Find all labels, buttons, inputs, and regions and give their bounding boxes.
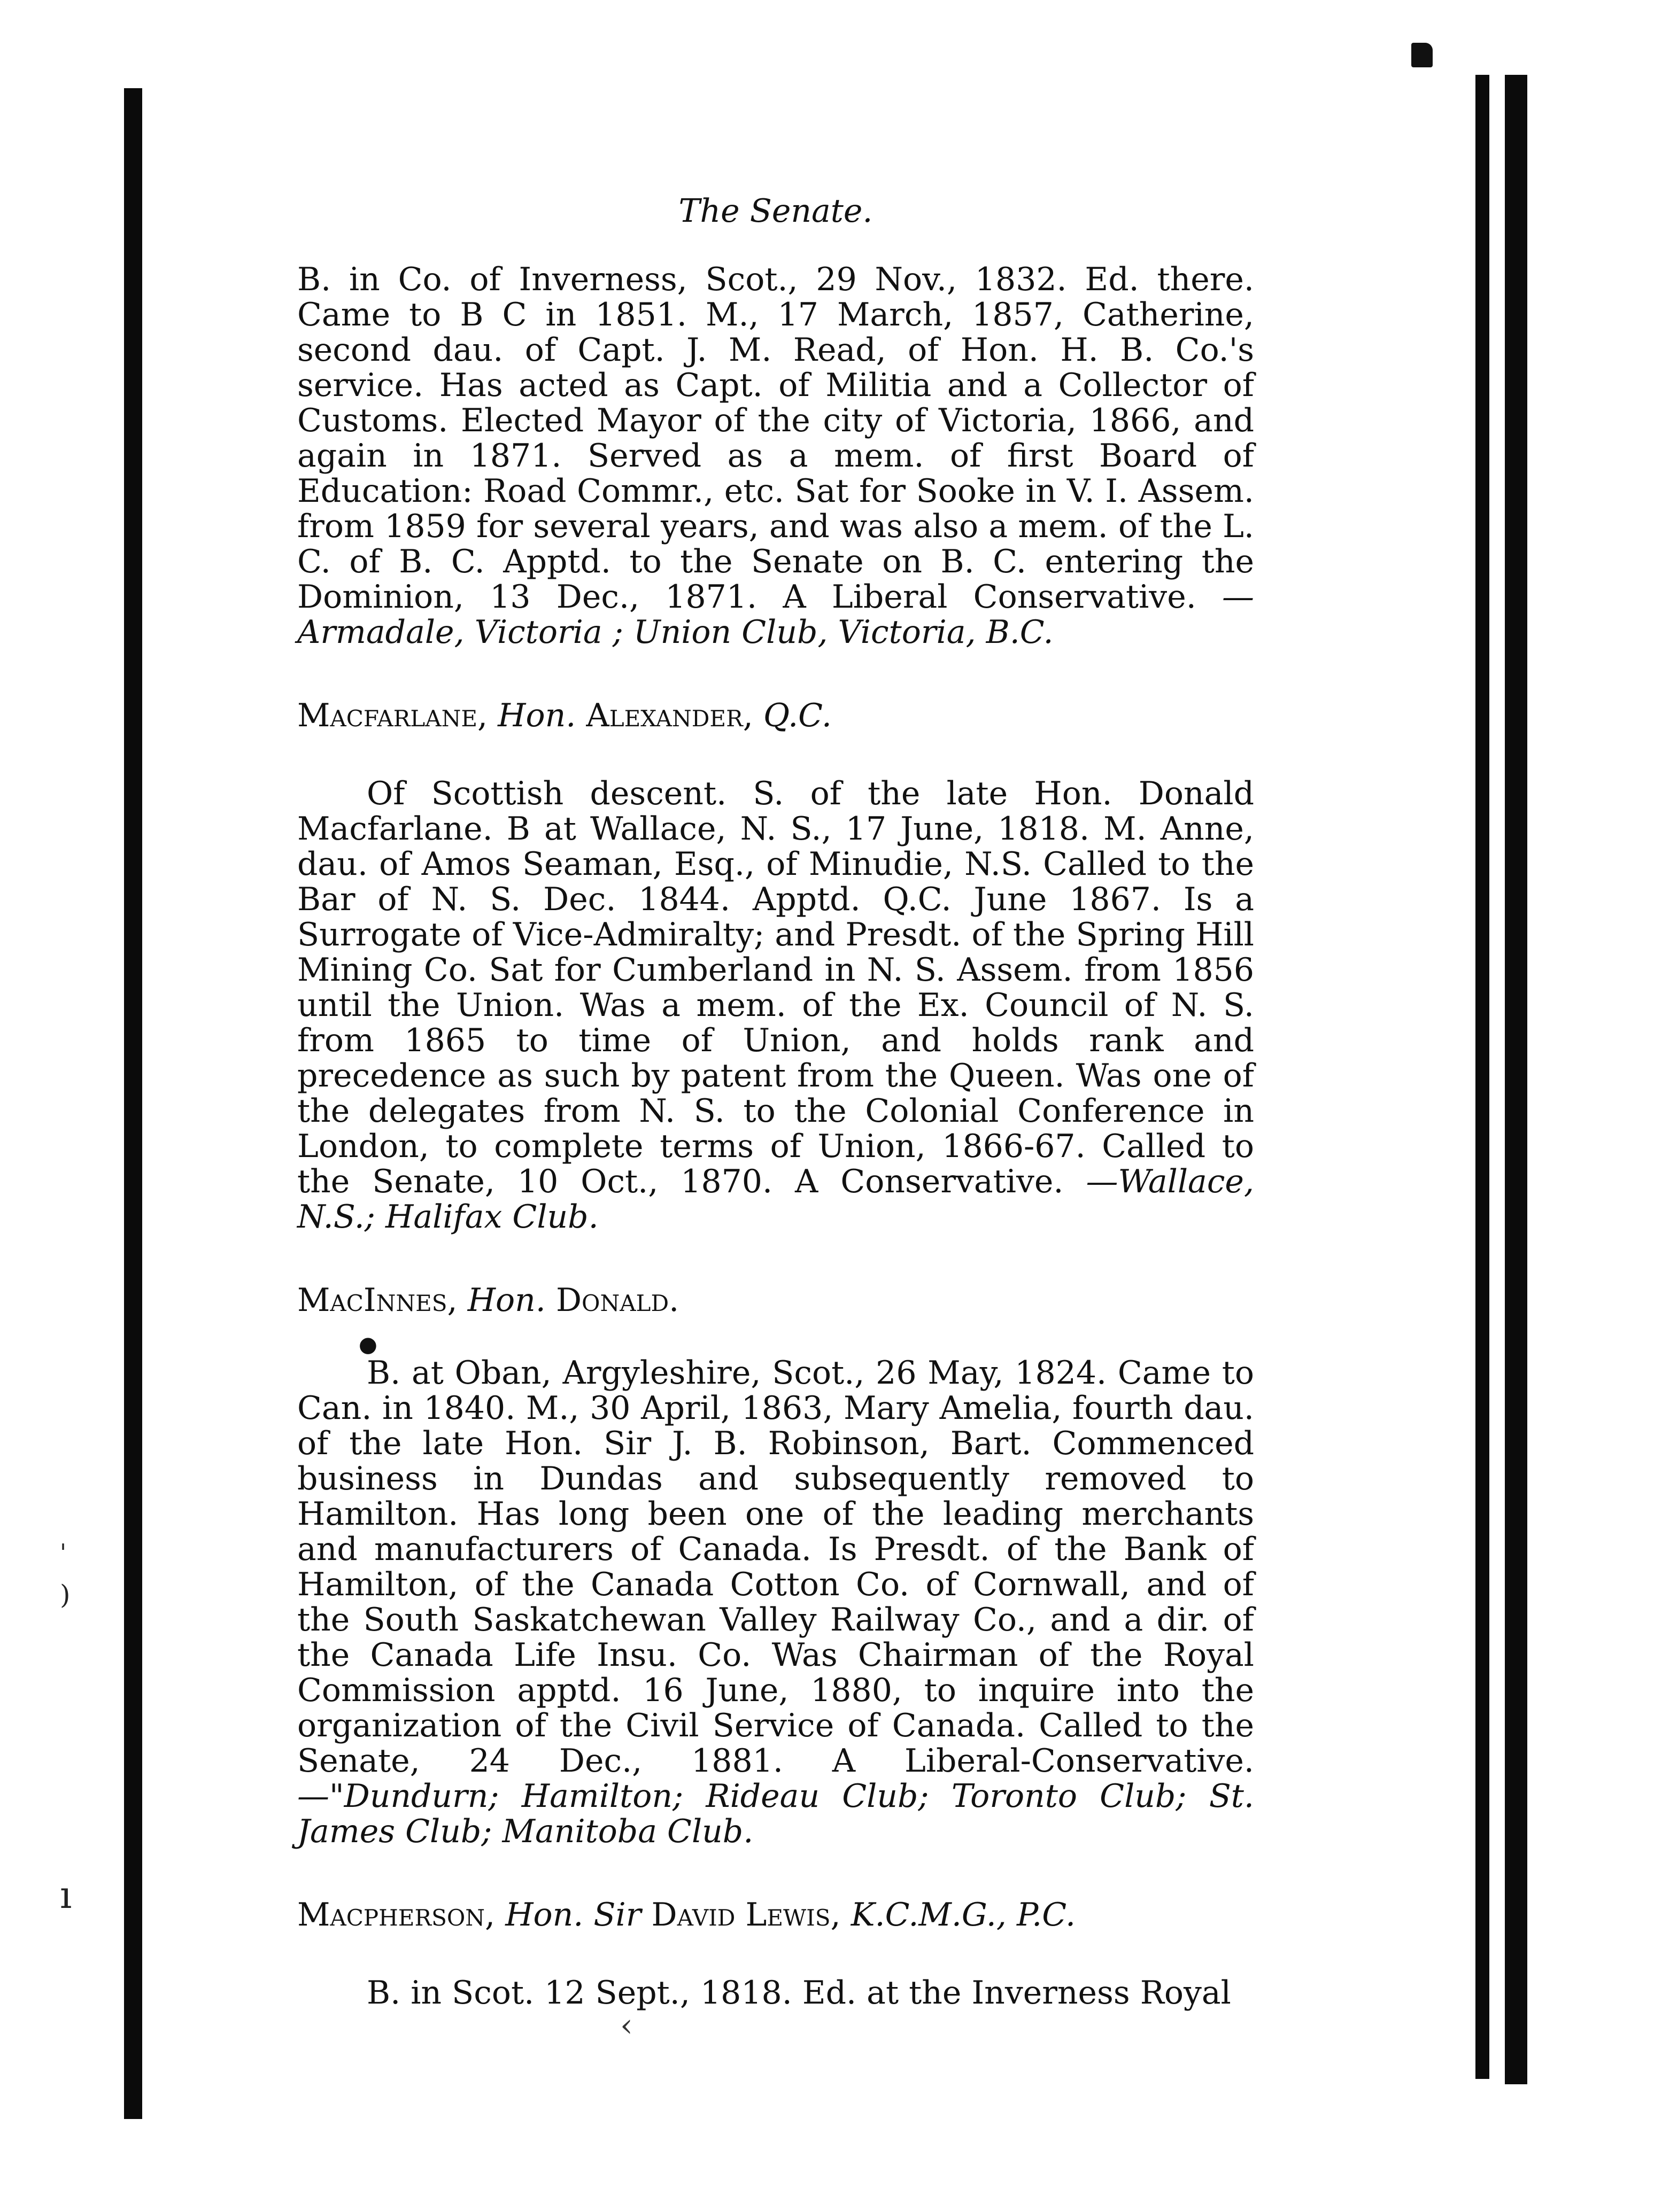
entry-macinnes bbox=[297, 1283, 1254, 1849]
entry-macpherson bbox=[297, 1897, 1254, 2011]
entry-paragraph: Of Scottish descent. S. of the late Hon. Donald Macfarlane. B at Wallace, N. S., 17 June, 1818. M. Anne, dau. of Amos Seaman, Esq., of Minudie, N.S. Called to the Bar of N. S. Dec. 1844. Apptd. Q.C. June 1867. Is a Surrogate of Vice-Admiralty; and Presdt. of the Spring Hill Mining Co. Sat for Cumberland in N. S. Assem. from 1856 until the Union. Was a mem. of the Ex. Council of N. S. from 1865 to time of Union, and holds rank and precedence as such by patent from the Queen. Was one of the delegates from N. S. to the Colonial Conference in London, to complete terms of Union, 1866-67. Called to the Senate, 10 Oct., 1870. A Conservative. —Wallace, N.S.; Halifax Club. bbox=[297, 775, 1254, 1236]
entry-title: Hon. bbox=[498, 697, 576, 734]
margin-speck: ' bbox=[60, 1539, 67, 1566]
entry-paragraph: B. in Scot. 12 Sept., 1818. Ed. at the Inverness Royal bbox=[367, 1974, 1231, 2012]
running-head: The Senate. bbox=[678, 192, 873, 230]
entry-title: Hon. bbox=[467, 1282, 546, 1319]
entry-paragraph: B. at Oban, Argyleshire, Scot., 26 May, 1824. Came to Can. in 1840. M., 30 April, 1863, Mary Amelia, fourth dau. of the late Hon. Sir J. B. Robinson, Bart. Commenced business in Dundas and subsequently removed to Hamilton. Has long been one of the leading merchants and manufacturers of Canada. Is Presdt. of the Bank of Hamilton, of the Canada Cotton Co. of Cornwall, and of the South Saskatchewan Valley Railway Co., and a dir. of the Canada Life Insu. Co. Was Chairman of the Royal Commission apptd. 16 June, 1880, to inquire into the organization of the Civil Service of Canada. Called to the Senate, 24 Dec., 1881. A Liberal-Conservative. —"Dundurn; Hamilton; Rideau Club; Toronto Club; St. James Club; Manitoba Club. bbox=[297, 1354, 1254, 1850]
entry-macfarlane bbox=[297, 698, 1254, 1235]
margin-speck: ı bbox=[60, 1873, 72, 1917]
scan-edge-right-inner bbox=[1475, 75, 1489, 2079]
entry-surname: MacInnes, bbox=[297, 1282, 458, 1319]
scan-edge-right-outer bbox=[1505, 75, 1527, 2084]
entry-suffix: K.C.M.G., P.C. bbox=[851, 1896, 1076, 1934]
entry-suffix: Q.C. bbox=[763, 697, 832, 734]
entry-paragraph: B. in Co. of Inverness, Scot., 29 Nov., 1832. Ed. there. Came to B C in 1851. M., 17 March, 1857, Catherine, second dau. of Capt. J. M. Read, of Hon. H. B. Co.'s service. Has acted as Capt. of Militia and a Collector of Customs. Elected Mayor of the city of Victoria, 1866, and again in 1871. Served as a mem. of first Board of Education: Road Commr., etc. Sat for Sooke in V. I. Assem. from 1859 for several years, and was also a mem. of the L. C. of B. C. Apptd. to the Senate on B. C. entering the Dominion, 13 Dec., 1871. A Liberal Conservative. —Armadale, Victoria ; Union Club, Victoria, B.C. bbox=[297, 261, 1254, 651]
entry-residence: —Armadale, Victoria ; Union Club, Victoria, B.C. bbox=[297, 578, 1254, 651]
ink-dot: ● bbox=[359, 1332, 377, 1357]
page-text bbox=[297, 192, 1254, 2011]
entry-residence: —Wallace, N.S.; Halifax Club. bbox=[297, 1163, 1254, 1236]
entry-given-name: David Lewis, bbox=[651, 1896, 841, 1934]
entry-residence: —"Dundurn; Hamilton; Rideau Club; Toronto Club; St. James Club; Manitoba Club. bbox=[297, 1778, 1254, 1850]
entry-given-name: Donald. bbox=[555, 1282, 679, 1319]
entry-surname: Macfarlane, bbox=[297, 697, 488, 734]
footer-speck: ‹ bbox=[620, 2007, 633, 2044]
entry-given-name: Alexander, bbox=[586, 697, 753, 734]
entry-heading bbox=[297, 698, 1254, 733]
entry-surname: Macpherson, bbox=[297, 1896, 496, 1934]
entry-heading bbox=[297, 1897, 1254, 1932]
entry-heading bbox=[297, 1283, 1254, 1318]
margin-speck: ) bbox=[60, 1579, 71, 1610]
entry-title: Hon. Sir bbox=[505, 1896, 641, 1934]
scan-corner-mark bbox=[1411, 43, 1433, 67]
scan-edge-left bbox=[124, 88, 142, 2119]
entry-continued bbox=[297, 262, 1254, 650]
